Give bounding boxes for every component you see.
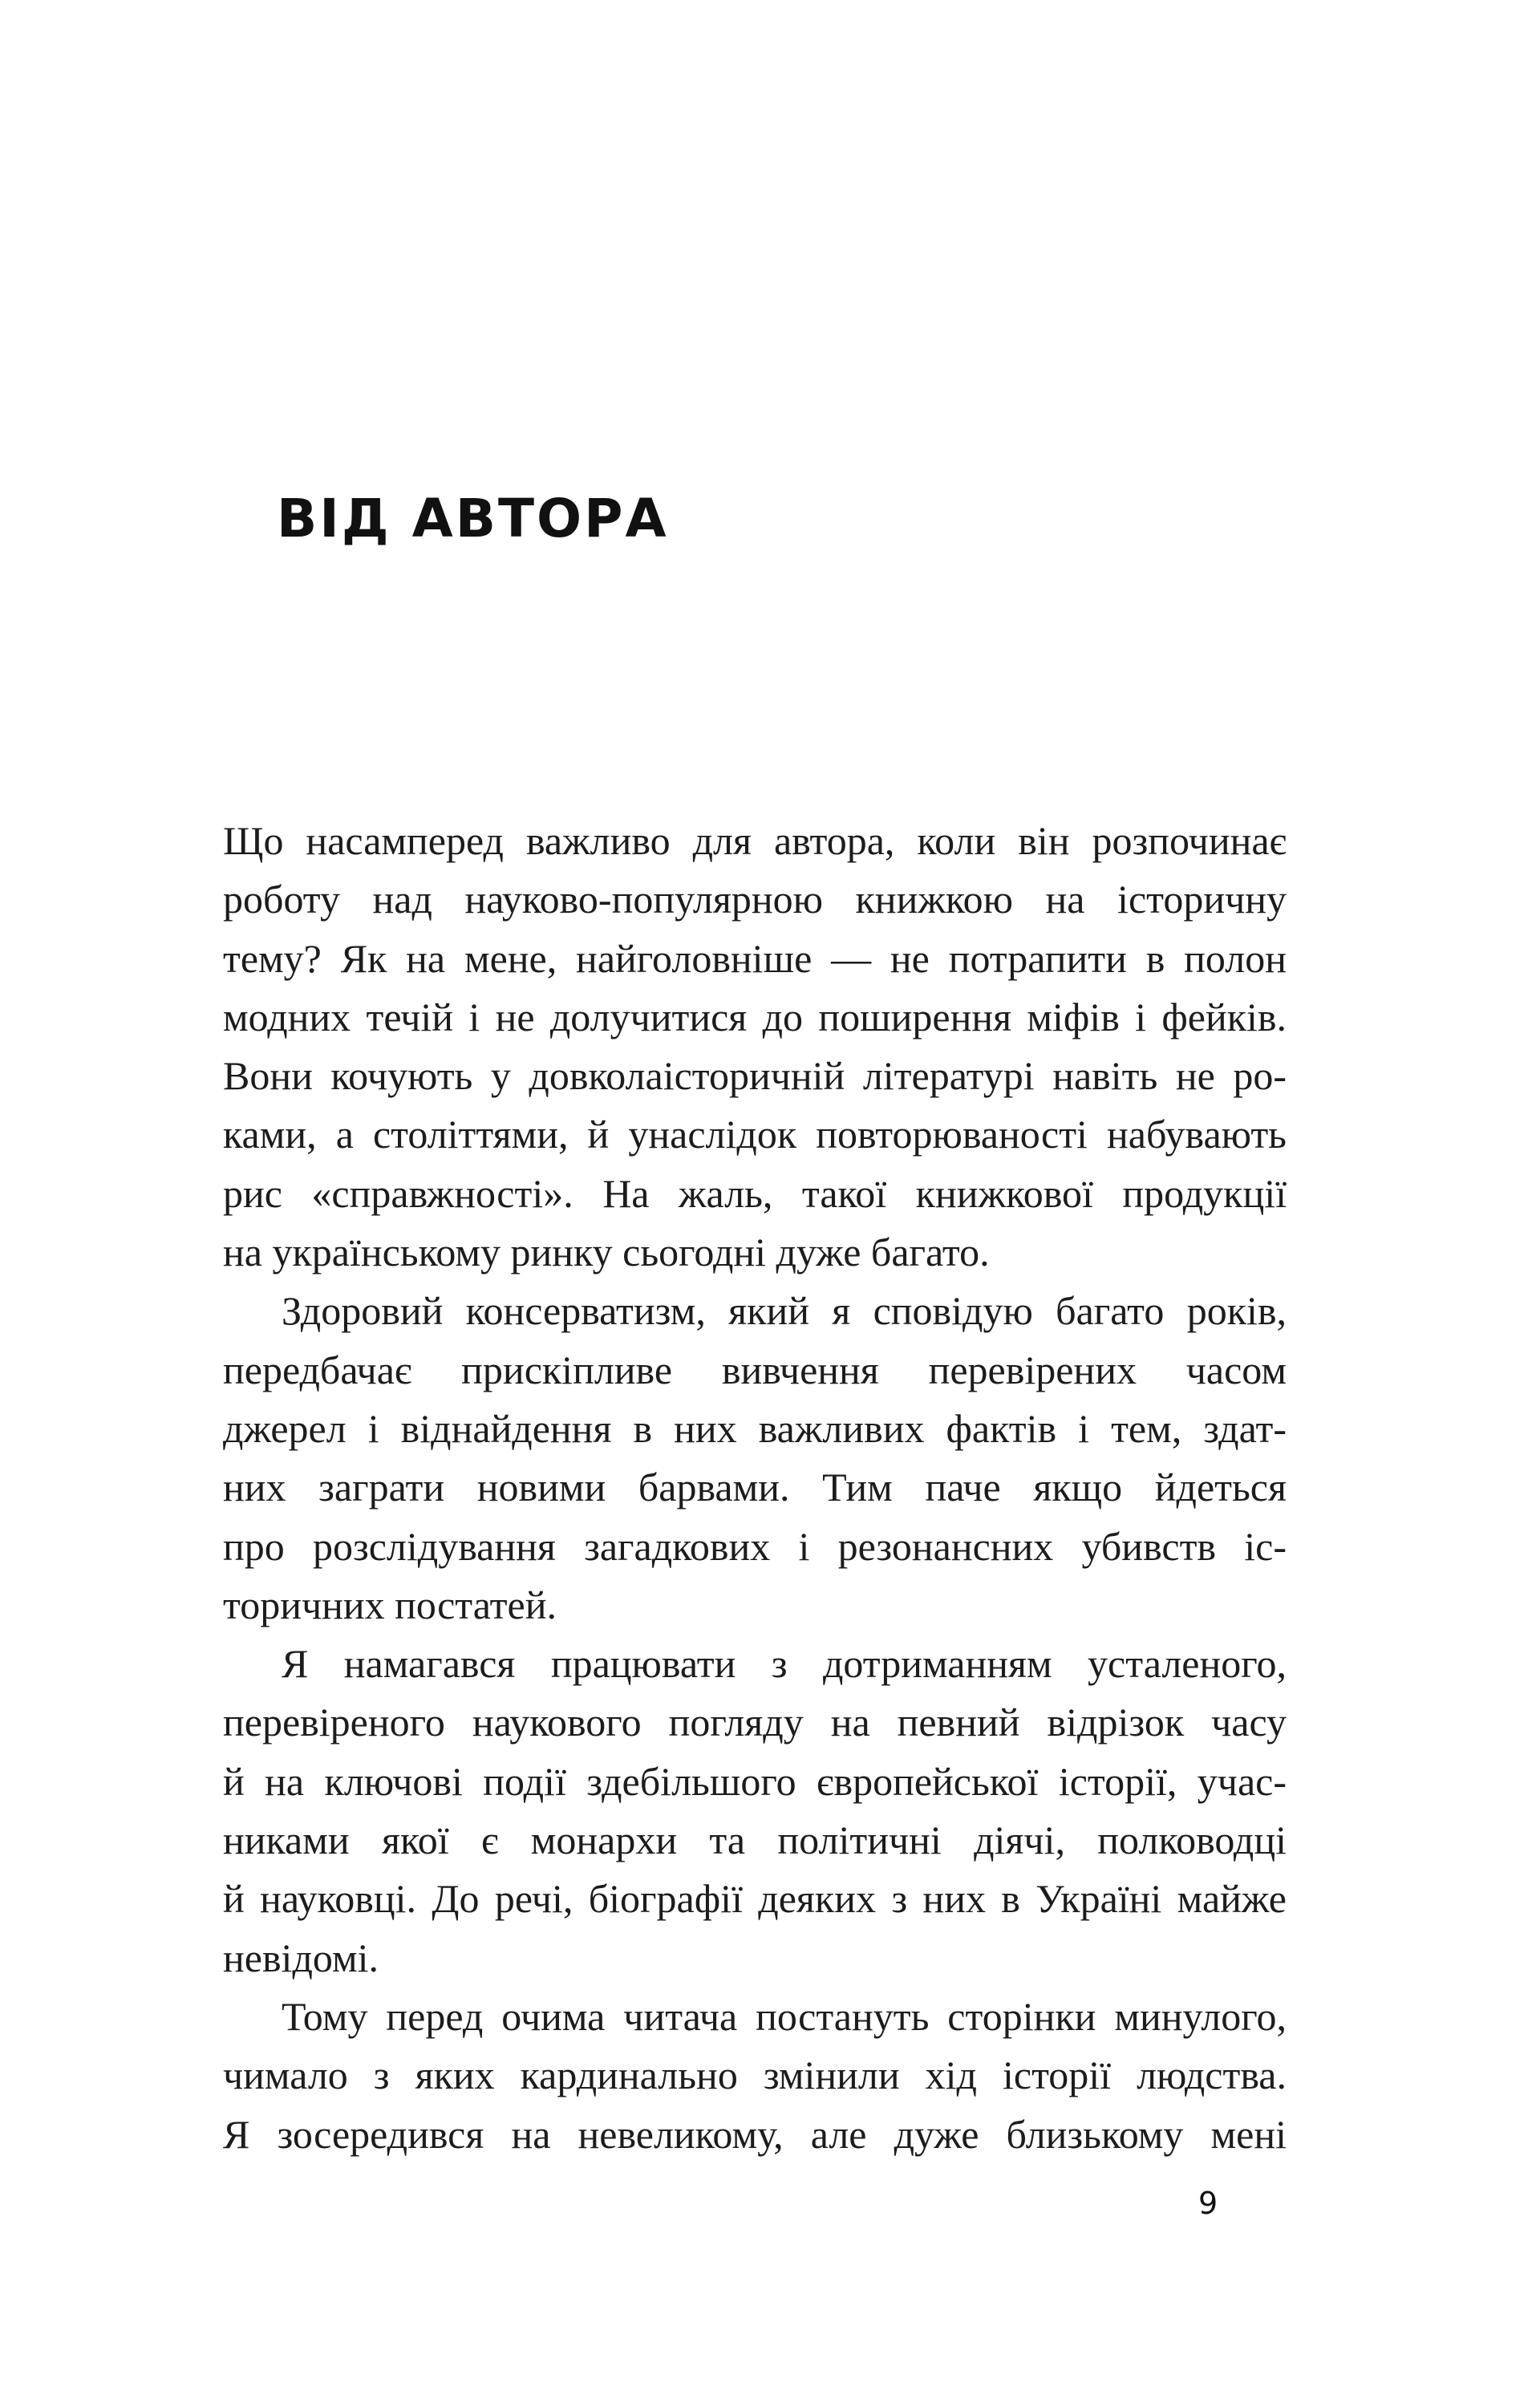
body-text (223, 812, 1287, 2164)
text-line: Я зосередився на невеликому, але дуже близькому мені (223, 2111, 1287, 2157)
paragraph (223, 812, 1287, 1282)
text-line: на українському ринку сьогодні дуже багато. (223, 1230, 990, 1275)
text-line: про розслідування загадкових і резонансних убивств іс- (223, 1523, 1287, 1569)
text-line: Вони кочують у довколаісторичній літературі навіть не ро- (223, 1053, 1287, 1099)
text-line: Тому перед очима читача постануть сторінки минулого, (282, 1993, 1287, 2039)
text-line: никами якої є монархи та політичні діячі, полководці (223, 1818, 1287, 1863)
text-line: Здоровий консерватизм, який я сповідую багато років, (282, 1288, 1287, 1334)
text-line: Я намагався працювати з дотриманням усталеного, (282, 1641, 1287, 1687)
text-line: них заграти новими барвами. Тим паче якщо йдеться (223, 1465, 1287, 1510)
text-line: Що насамперед важливо для автора, коли він розпочинає (223, 818, 1287, 863)
text-line: невідомі. (223, 1935, 379, 1980)
paragraph (223, 1635, 1287, 1988)
text-line: джерел і віднайдення в них важливих фактів і тем, здат- (223, 1405, 1287, 1451)
text-line: й науковці. До речі, біографії деяких з них в Україні майже (223, 1876, 1287, 1922)
text-line: передбачає прискіпливе вивчення перевірених часом (223, 1347, 1287, 1392)
text-line: чимало з яких кардинально змінили хід історії людства. (223, 2053, 1287, 2098)
chapter-title: ВІД АВТОРА (277, 488, 669, 549)
paragraph (223, 1988, 1287, 2164)
paragraph (223, 1282, 1287, 1635)
page-number: 9 (1198, 2186, 1218, 2221)
text-line: ками, а століттями, й унаслідок повторюваності набувають (223, 1112, 1287, 1157)
text-line: тему? Як на мене, найголовніше — не потрапити в полон (223, 935, 1287, 981)
text-line: рис «справжності». На жаль, такої книжкової продукції (223, 1170, 1287, 1216)
text-line: й на ключові події здебільшого європейської історії, учас- (223, 1758, 1287, 1804)
text-line: роботу над науково-популярною книжкою на історичну (223, 877, 1287, 922)
text-line: торичних постатей. (223, 1582, 557, 1627)
text-line: перевіреного наукового погляду на певний відрізок часу (223, 1700, 1287, 1745)
text-line: модних течій і не долучитися до поширення міфів і фейків. (223, 994, 1287, 1039)
